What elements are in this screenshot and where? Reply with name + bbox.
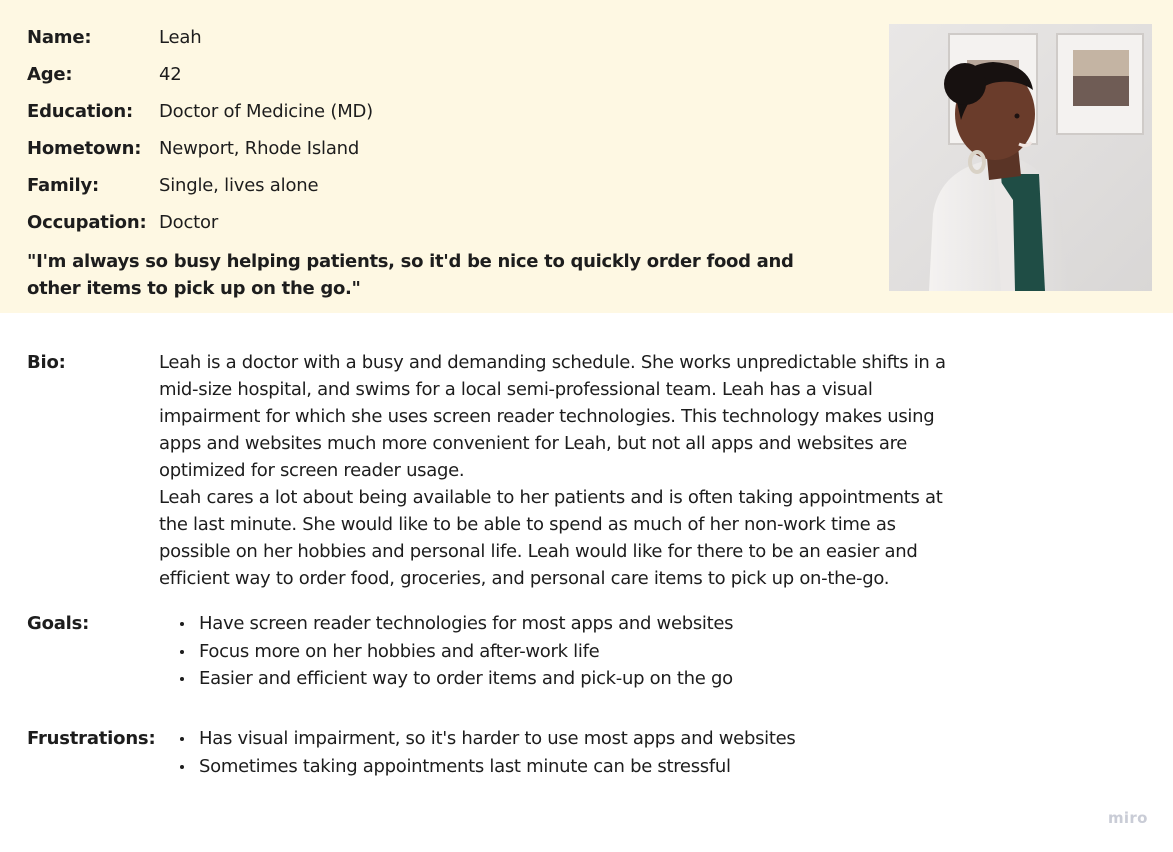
occupation-value: Doctor xyxy=(159,212,219,233)
bio-label: Bio: xyxy=(27,352,66,373)
bullet-icon xyxy=(180,622,184,626)
frustrations-list xyxy=(159,725,795,780)
goal-item xyxy=(159,665,733,693)
bio-paragraph: Leah cares a lot about being available to her patients and is often taking appointments at the last minute. She would like to be able to spend as much of her non-work time as possible on her hobbies and personal life. Leah would like for there to be an easier and efficient way to order food, groceries, and personal care items to pick up on-the-go. xyxy=(159,487,943,589)
goal-text: Easier and efficient way to order items and pick-up on the go xyxy=(199,668,733,689)
frustration-text: Has visual impairment, so it's harder to use most apps and websites xyxy=(199,728,796,749)
miro-watermark: miro xyxy=(1108,809,1148,827)
bullet-icon xyxy=(180,737,184,741)
family-value: Single, lives alone xyxy=(159,175,319,196)
persona-header xyxy=(0,0,1173,313)
hometown-value: Newport, Rhode Island xyxy=(159,138,360,159)
goal-item xyxy=(159,638,733,666)
frustrations-label: Frustrations: xyxy=(27,728,156,749)
education-value: Doctor of Medicine (MD) xyxy=(159,101,374,122)
goals-label: Goals: xyxy=(27,613,90,634)
persona-photo xyxy=(889,24,1152,291)
goal-text: Have screen reader technologies for most apps and websites xyxy=(199,613,734,634)
persona-photo-image xyxy=(889,24,1152,291)
frustration-item xyxy=(159,753,795,781)
occupation-label: Occupation: xyxy=(27,212,147,233)
name-value: Leah xyxy=(159,27,202,48)
bullet-icon xyxy=(180,677,184,681)
family-label: Family: xyxy=(27,175,100,196)
frustration-text: Sometimes taking appointments last minute can be stressful xyxy=(199,755,731,777)
bio-paragraph: Leah is a doctor with a busy and demanding schedule. She works unpredictable shifts in a mid-size hospital, and swims for a local semi-professional team. Leah has a visual impairment for which she uses screen reader technologies. This technology makes using apps and websites much more convenient for Leah, but not all apps and websites are optimized for screen reader usage. xyxy=(159,352,946,481)
age-label: Age: xyxy=(27,64,73,85)
age-value: 42 xyxy=(159,64,182,85)
bullet-icon xyxy=(180,650,184,654)
persona-quote: "I'm always so busy helping patients, so it'd be nice to quickly order food and other items to pick up on the go." xyxy=(27,251,794,299)
hometown-label: Hometown: xyxy=(27,138,142,159)
name-label: Name: xyxy=(27,27,92,48)
bullet-icon xyxy=(180,765,184,769)
frustration-item xyxy=(159,725,795,753)
goal-item xyxy=(159,610,733,638)
education-label: Education: xyxy=(27,101,133,122)
goal-text: Focus more on her hobbies and after-work life xyxy=(199,640,600,662)
goals-list xyxy=(159,610,733,693)
bio-text xyxy=(159,349,959,592)
